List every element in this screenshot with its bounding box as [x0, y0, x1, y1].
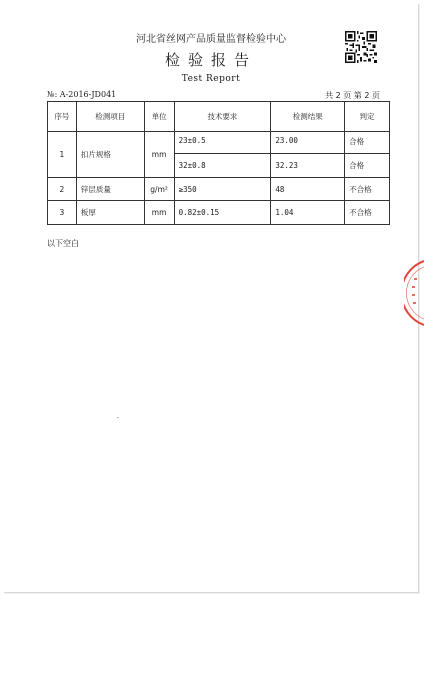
col-header-requirement: 技术要求	[174, 102, 271, 132]
cell-verdict: 合格	[345, 132, 390, 154]
col-header-verdict: 判定	[345, 102, 390, 132]
page-info: 共 2 页 第 2 页	[325, 91, 380, 100]
cell-no: 1	[48, 132, 77, 178]
table-row	[48, 178, 390, 201]
cell-unit: g/m²	[144, 178, 174, 201]
table-header-row	[48, 102, 390, 132]
cell-requirement: ≥350	[174, 178, 271, 201]
report-subtitle: Test Report	[181, 74, 241, 84]
cell-verdict: 不合格	[345, 178, 390, 201]
cell-verdict: 不合格	[345, 201, 390, 225]
report-number: №: A-2016-JD041	[47, 90, 117, 99]
report-page	[4, 4, 419, 593]
report-title: 检验报告	[164, 51, 257, 69]
cell-result: 23.00	[271, 132, 345, 154]
scan-speck	[117, 417, 119, 418]
qr-code-icon	[345, 31, 377, 63]
table-row	[48, 132, 390, 154]
col-header-unit: 单位	[144, 102, 174, 132]
cell-requirement: 0.82±0.15	[174, 201, 271, 225]
col-header-item: 检测项目	[76, 102, 144, 132]
cell-result: 1.04	[271, 201, 345, 225]
cell-item: 锌层质量	[76, 178, 144, 201]
cell-unit: mm	[144, 132, 174, 178]
organization-name: 河北省丝网产品质量监督检验中心	[136, 34, 286, 45]
col-header-no: 序号	[48, 102, 77, 132]
cell-result: 32.23	[271, 154, 345, 178]
cell-verdict: 合格	[345, 154, 390, 178]
cell-no: 2	[48, 178, 77, 201]
cell-no: 3	[48, 201, 77, 225]
results-table	[47, 101, 390, 225]
col-header-result: 检测结果	[271, 102, 345, 132]
cell-result: 48	[271, 178, 345, 201]
seal-stamp-icon	[404, 260, 424, 326]
cell-requirement: 23±0.5	[174, 132, 271, 154]
end-of-content-note: 以下空白	[47, 239, 79, 248]
cell-unit: mm	[144, 201, 174, 225]
table-row	[48, 201, 390, 225]
cell-item: 扣片规格	[76, 132, 144, 178]
cell-requirement: 32±0.8	[174, 154, 271, 178]
cell-item: 板厚	[76, 201, 144, 225]
